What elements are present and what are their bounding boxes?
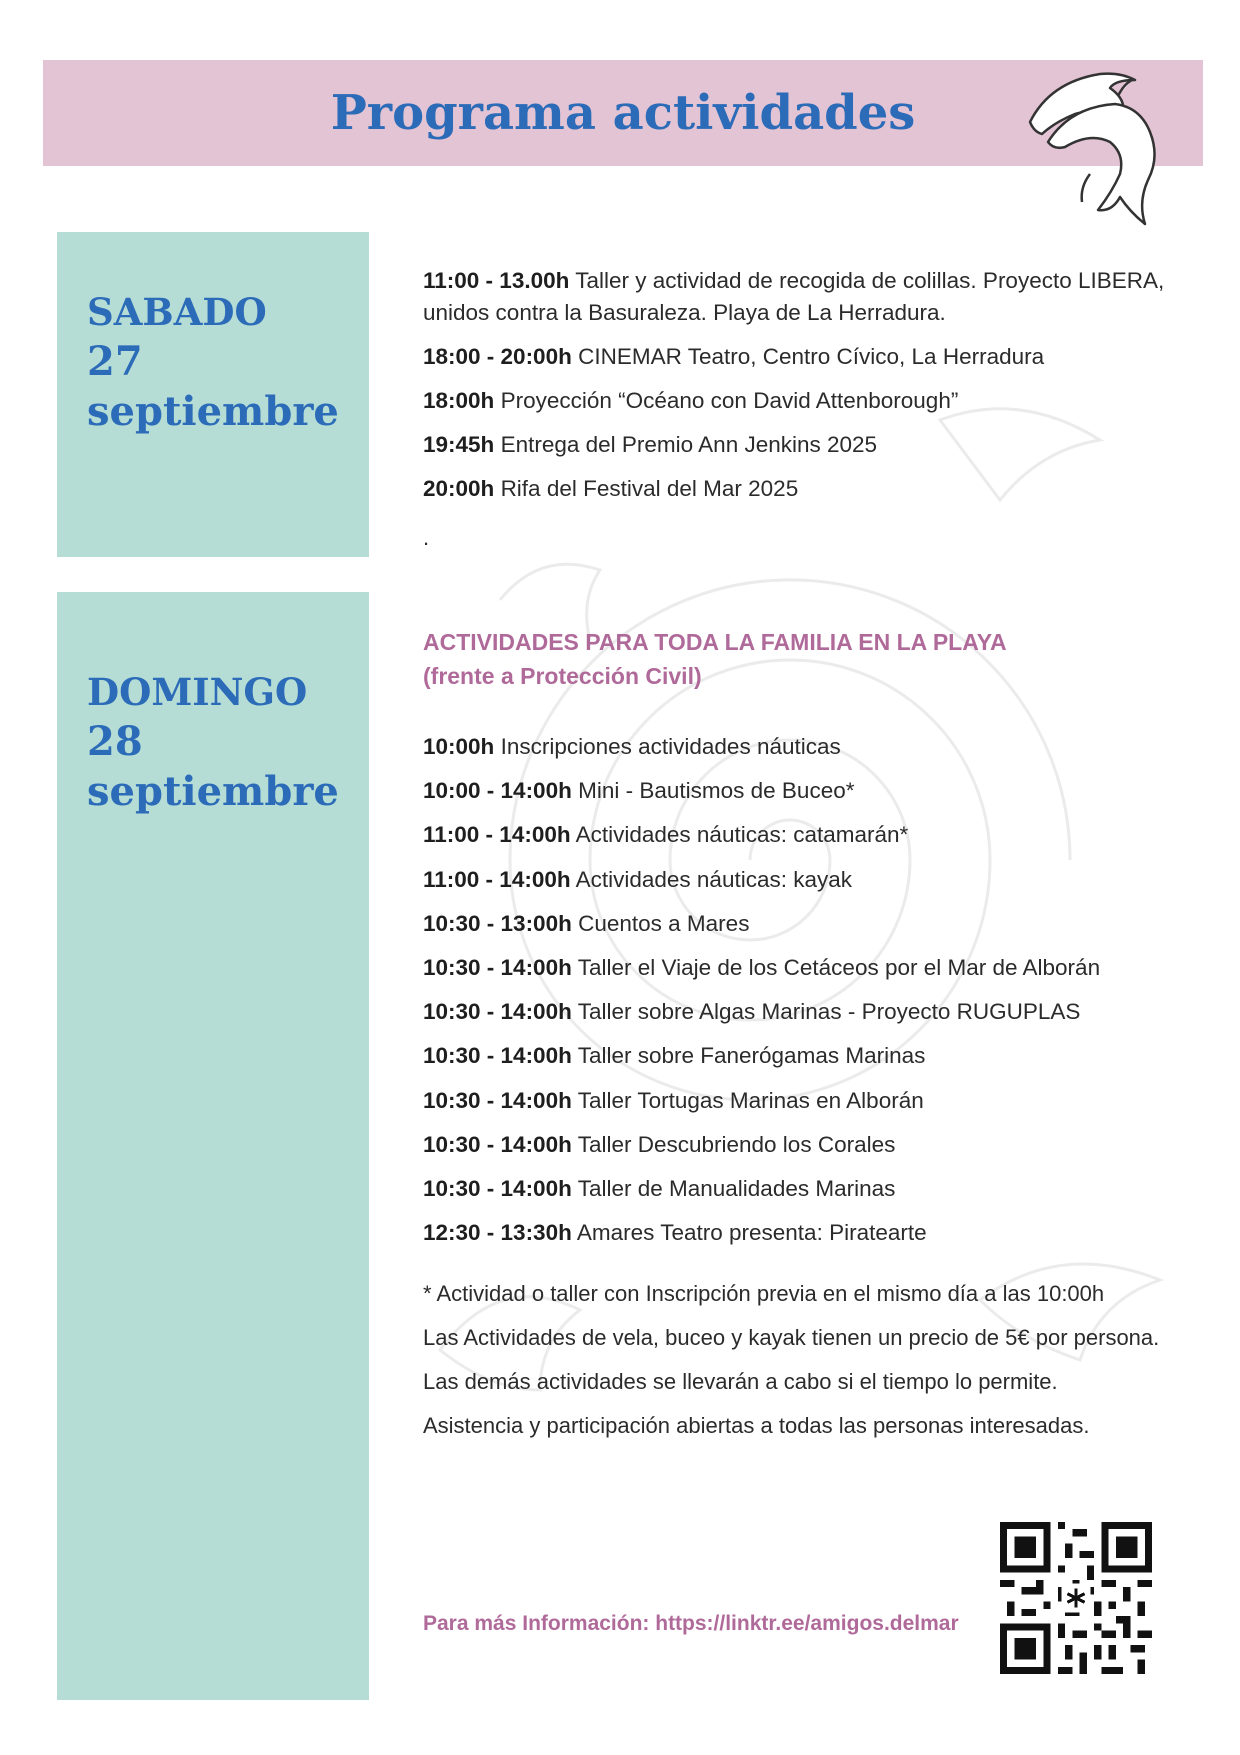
- sunday-panel: [57, 592, 369, 1700]
- dolphins-icon: [1020, 62, 1175, 232]
- family-heading-line1: ACTIVIDADES PARA TODA LA FAMILIA EN LA PLAYA: [423, 629, 1007, 655]
- list-item: [423, 725, 1203, 769]
- sunday-event-list: [423, 725, 1203, 1255]
- list-item: [423, 946, 1203, 990]
- event-text: Cuentos a Mares: [578, 910, 750, 936]
- event-time: 10:30 - 14:00h: [423, 1131, 572, 1157]
- saturday-panel: [57, 232, 369, 557]
- event-time: 19:45h: [423, 432, 495, 457]
- event-text: Rifa del Festival del Mar 2025: [500, 476, 799, 501]
- more-info-link[interactable]: Para más Información: https://linktr.ee/amigos.delmar: [423, 1612, 959, 1635]
- note-line: * Actividad o taller con Inscripción previa en el mismo día a las 10:00h: [423, 1281, 1105, 1306]
- event-text: Taller de Manualidades Marinas: [577, 1175, 896, 1201]
- event-text: Inscripciones actividades náuticas: [500, 734, 841, 759]
- saturday-day: SABADO: [87, 290, 267, 334]
- note-line: Las Actividades de vela, buceo y kayak tienen un precio de 5€ por persona.: [423, 1325, 1160, 1350]
- list-item: [423, 1211, 1203, 1255]
- list-item: [423, 990, 1203, 1034]
- event-text: Proyección “Océano con David Attenborough”: [500, 388, 959, 413]
- event-text: Taller Tortugas Marinas en Alborán: [577, 1087, 924, 1113]
- event-time: 10:30 - 14:00h: [423, 954, 572, 980]
- list-item: [423, 902, 1203, 946]
- event-time: 20:00h: [423, 476, 495, 501]
- family-heading-line2: (frente a Protección Civil): [423, 663, 702, 689]
- list-item: [423, 341, 1203, 373]
- event-text: Actividades náuticas: kayak: [575, 866, 853, 892]
- note-line: Asistencia y participación abiertas a todas las personas interesadas.: [423, 1413, 1090, 1438]
- event-time: 11:00 - 14:00h: [423, 866, 571, 892]
- list-item: [423, 1167, 1203, 1211]
- event-time: 10:30 - 14:00h: [423, 1175, 572, 1201]
- event-time: 10:30 - 13:00h: [423, 910, 572, 936]
- event-text: Mini - Bautismos de Buceo*: [578, 778, 855, 804]
- event-time: 11:00 - 14:00h: [423, 822, 571, 848]
- event-text: Entrega del Premio Ann Jenkins 2025: [500, 432, 878, 457]
- event-time: 12:30 - 13:30h: [423, 1220, 572, 1246]
- notes: [423, 1272, 1203, 1448]
- event-text: Taller y actividad de recogida de colillas. Proyecto LIBERA, unidos contra la Basuraleza. Playa de La Herradura.: [423, 268, 1165, 325]
- list-item: [423, 473, 1203, 505]
- event-text: Taller sobre Algas Marinas - Proyecto RUGUPLAS: [577, 999, 1081, 1025]
- event-time: 10:30 - 14:00h: [423, 1087, 572, 1113]
- qr-code-icon[interactable]: [1000, 1522, 1152, 1674]
- saturday-heading: [87, 287, 369, 437]
- list-item: [423, 265, 1203, 329]
- page-title: Programa actividades: [330, 85, 916, 141]
- sunday-day: DOMINGO: [87, 670, 308, 714]
- sunday-date: 28 septiembre: [87, 718, 339, 815]
- sunday-heading: [87, 667, 369, 817]
- event-text: Actividades náuticas: catamarán*: [575, 822, 909, 848]
- event-time: 10:30 - 14:00h: [423, 999, 572, 1025]
- saturday-date: 27 septiembre: [87, 338, 339, 435]
- list-item: [423, 858, 1203, 902]
- event-time: 18:00h: [423, 388, 495, 413]
- event-time: 18:00 - 20:00h: [423, 344, 572, 369]
- saturday-event-list: [423, 265, 1203, 517]
- list-item: [423, 769, 1203, 813]
- event-time: 10:00 - 14:00h: [423, 778, 572, 804]
- note-line: Las demás actividades se llevarán a cabo si el tiempo lo permite.: [423, 1369, 1058, 1394]
- trailing-mark: .: [423, 525, 430, 550]
- list-item: [423, 1079, 1203, 1123]
- event-text: Taller el Viaje de los Cetáceos por el Mar de Alborán: [577, 954, 1101, 980]
- list-item: [423, 385, 1203, 417]
- event-text: CINEMAR Teatro, Centro Cívico, La Herradura: [578, 344, 1045, 369]
- family-activities-heading: [423, 625, 1007, 693]
- event-text: Taller sobre Fanerógamas Marinas: [577, 1043, 926, 1069]
- event-text: Amares Teatro presenta: Piratearte: [576, 1220, 927, 1246]
- list-item: [423, 429, 1203, 461]
- event-time: 11:00 - 13.00h: [423, 268, 570, 293]
- list-item: [423, 1123, 1203, 1167]
- event-time: 10:00h: [423, 734, 495, 759]
- list-item: [423, 1034, 1203, 1078]
- event-text: Taller Descubriendo los Corales: [577, 1131, 896, 1157]
- event-time: 10:30 - 14:00h: [423, 1043, 572, 1069]
- list-item: [423, 813, 1203, 857]
